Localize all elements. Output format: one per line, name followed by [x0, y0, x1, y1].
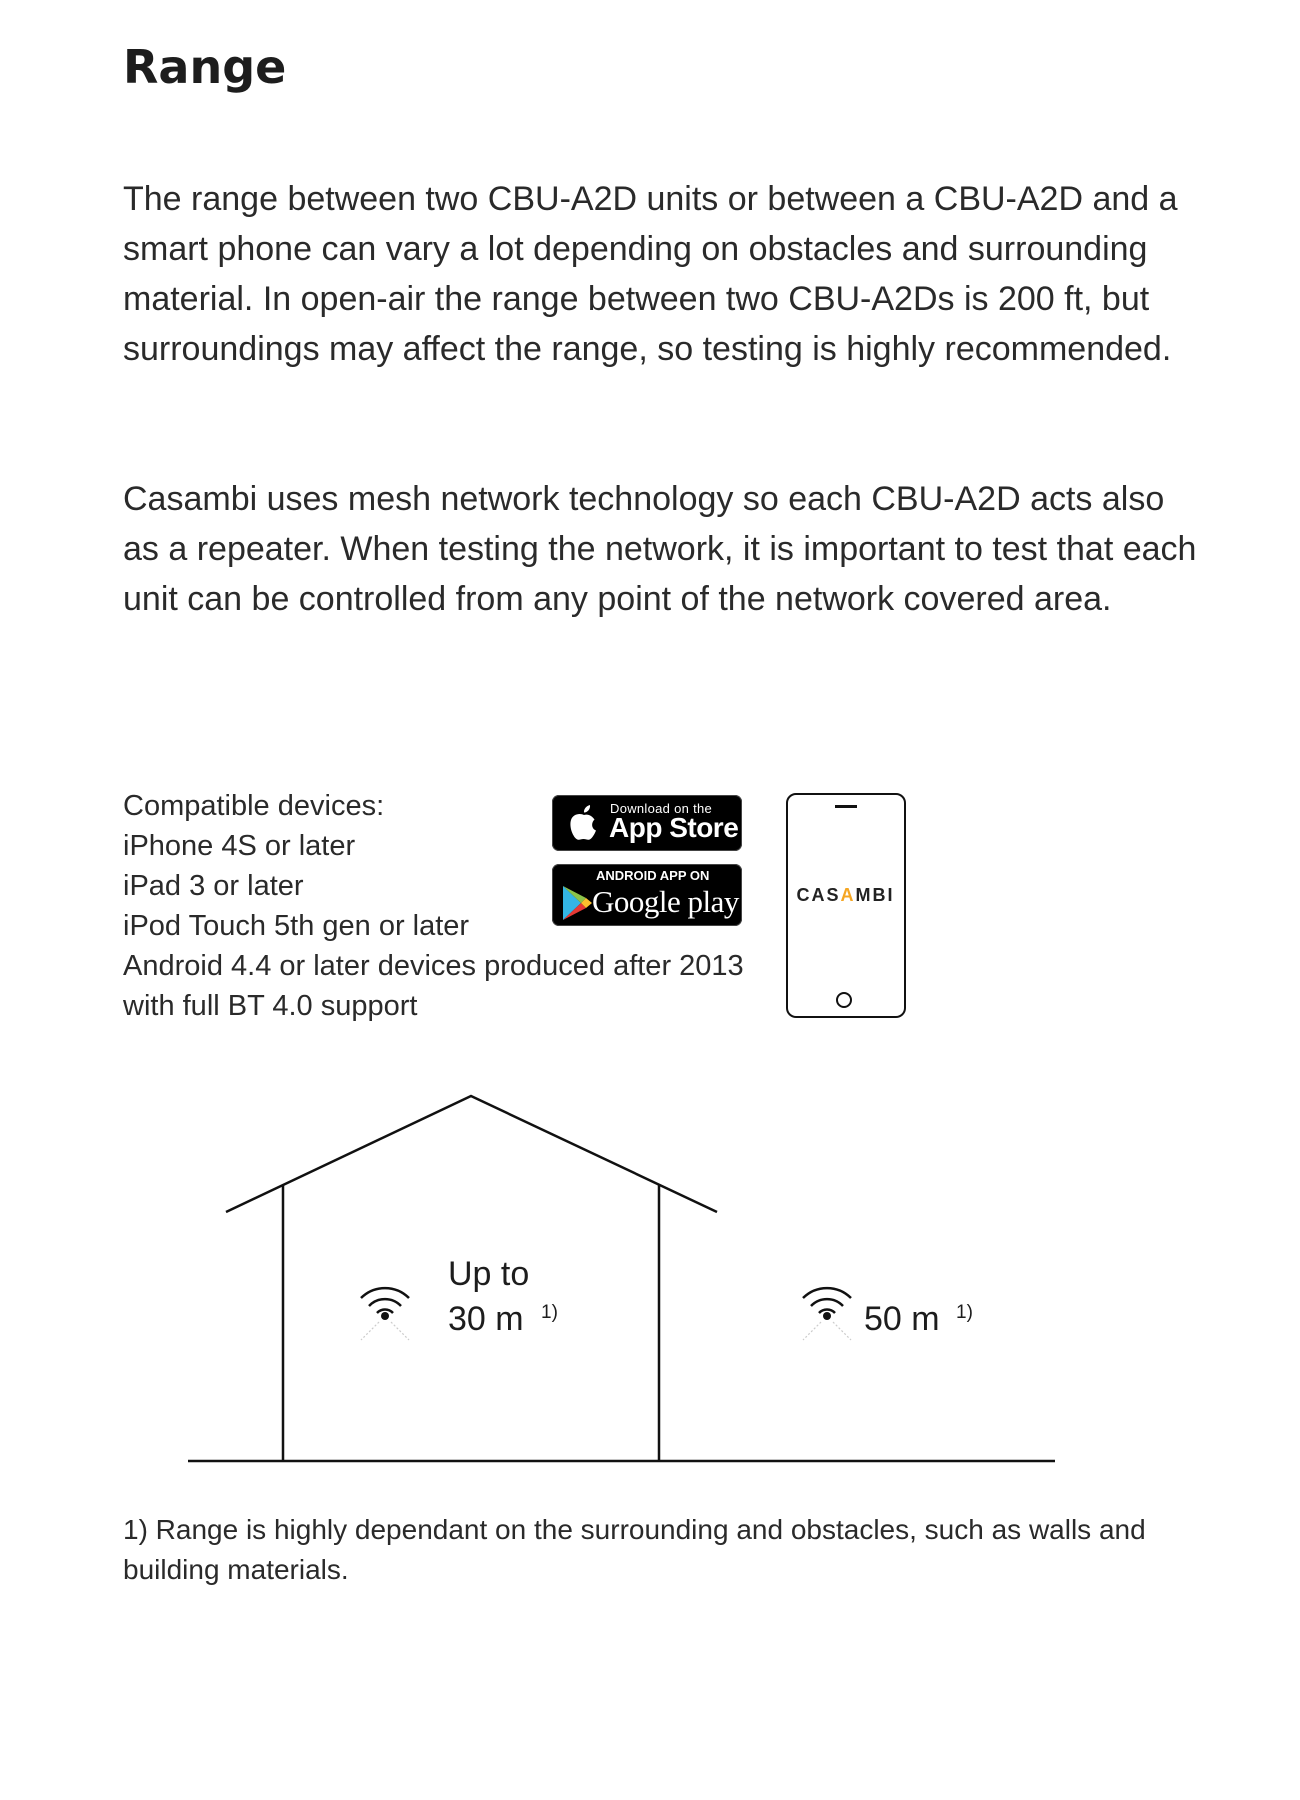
wifi-icon [803, 1288, 851, 1340]
google-play-big-text: Google play [592, 884, 739, 919]
mesh-paragraph: Casambi uses mesh network technology so each CBU-A2D acts also as a repeater. When testing the network, it is important to test that each unit can be controlled from any point of the network covered area. [123, 480, 1197, 618]
app-store-small-text: Download on the [610, 801, 713, 816]
casambi-logo: CASAMBI [796, 885, 895, 905]
outdoor-range-value: 50 m [864, 1300, 940, 1338]
list-item: iPhone 4S or later [123, 830, 356, 862]
outdoor-footnote-ref: 1) [956, 1302, 973, 1323]
indoor-range-value: 30 m [448, 1300, 524, 1338]
list-item: Android 4.4 or later devices produced after 2013 [123, 950, 744, 982]
app-store-big-text: App Store [609, 812, 739, 843]
list-item: iPad 3 or later [123, 870, 304, 902]
house-outline [188, 1096, 1055, 1462]
range-paragraph: The range between two CBU-A2D units or between a CBU-A2D and a smart phone can vary a lot depending on obstacles and surrounding material. In open-air the range between two CBU-A2Ds is 200 ft, but surroundings may affect the range, so testing is highly recommended. [123, 180, 1178, 368]
list-item: with full BT 4.0 support [123, 990, 418, 1022]
footnote: 1) Range is highly dependant on the surrounding and obstacles, such as walls and building materials. [123, 1514, 1146, 1585]
indoor-range-label: Up to [448, 1255, 530, 1293]
page-title: Range [123, 40, 287, 94]
indoor-footnote-ref: 1) [541, 1302, 558, 1323]
google-play-small-text: ANDROID APP ON [596, 868, 710, 883]
list-item: iPod Touch 5th gen or later [123, 910, 470, 942]
wifi-icon [361, 1288, 409, 1340]
list-item: Compatible devices: [123, 790, 385, 822]
